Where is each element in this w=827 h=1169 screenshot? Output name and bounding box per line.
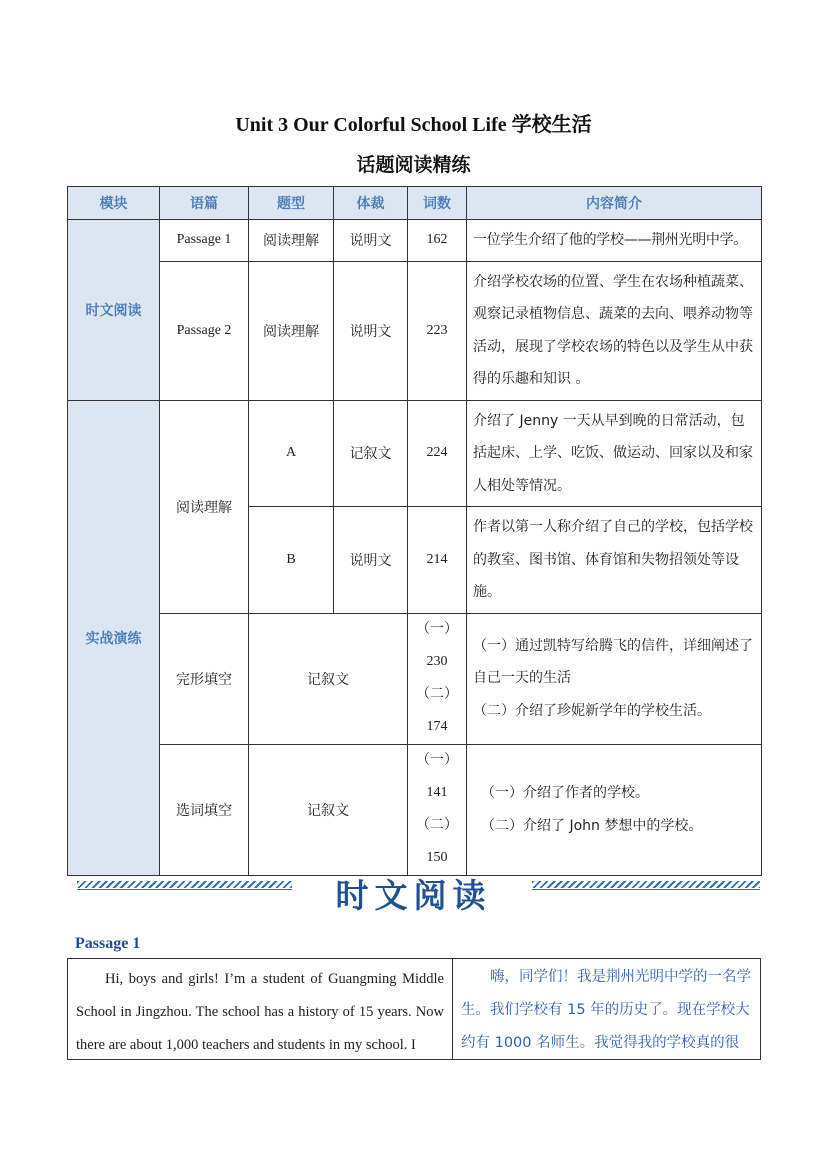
banner-title: 时文阅读 xyxy=(335,876,492,915)
type-cell: 选词填空 xyxy=(160,744,249,875)
table-header-row xyxy=(68,187,762,220)
summary-cell xyxy=(467,613,762,744)
table-row xyxy=(68,613,762,744)
overview-table xyxy=(67,186,762,876)
summary-cell xyxy=(467,744,762,875)
count-line: 150 xyxy=(426,850,448,865)
summary-line: （二）介绍了 John 梦想中的学校。 xyxy=(481,817,703,834)
module-cell: 时文阅读 xyxy=(68,220,160,401)
genre-cell: 说明文 xyxy=(334,507,408,614)
passage-cell: Passage 1 xyxy=(160,220,249,262)
count-line: 141 xyxy=(426,785,448,800)
header-passage: 语篇 xyxy=(160,187,249,220)
summary-cell: 介绍了 Jenny 一天从早到晚的日常活动，包括起床、上学、吃饭、做运动、回家以及和家人相处等情况。 xyxy=(467,400,762,507)
table-row xyxy=(68,400,762,507)
page-title: Unit 3 Our Colorful School Life 学校生活 xyxy=(235,114,592,136)
banner-stripe-right xyxy=(532,881,760,888)
type-cell: 阅读理解 xyxy=(249,261,334,400)
count-cell: 223 xyxy=(408,261,467,400)
header-genre: 体裁 xyxy=(334,187,408,220)
summary-line: （一）通过凯特写给腾飞的信件，详细阐述了自己一天的生活 xyxy=(473,637,753,687)
type-cell: 完形填空 xyxy=(160,613,249,744)
count-line: （二） xyxy=(416,686,458,702)
passage-cell: Passage 2 xyxy=(160,261,249,400)
genre-cell: 说明文 xyxy=(334,261,408,400)
header-summary: 内容简介 xyxy=(467,187,762,220)
summary-line: （一）介绍了作者的学校。 xyxy=(481,785,649,801)
summary-cell: 作者以第一人称介绍了自己的学校，包括学校的教室、图书馆、体育馆和失物招领处等设施。 xyxy=(467,507,762,614)
passage-box xyxy=(67,958,761,1060)
genre-cell: 说明文 xyxy=(334,220,408,262)
count-line: 230 xyxy=(426,654,448,669)
banner-line-right xyxy=(532,889,760,890)
module-cell: 实战演练 xyxy=(68,400,160,875)
genre-cell: 记叙文 xyxy=(249,744,408,875)
section-banner xyxy=(0,868,827,914)
header-count: 词数 xyxy=(408,187,467,220)
type-cell: 阅读理解 xyxy=(160,400,249,613)
count-cell: 214 xyxy=(408,507,467,614)
summary-cell: 介绍学校农场的位置、学生在农场种植蔬菜、观察记录植物信息、蔬菜的去向、喂养动物等活动，展现了学校农场的特色以及学生从中获得的乐趣和知识 。 xyxy=(467,261,762,400)
table-row xyxy=(68,744,762,875)
passage-cell: A xyxy=(249,400,334,507)
count-line: （二） xyxy=(416,817,458,833)
page-subtitle: 话题阅读精练 xyxy=(356,154,471,176)
genre-cell: 记叙文 xyxy=(249,613,408,744)
genre-cell: 记叙文 xyxy=(334,400,408,507)
header-module: 模块 xyxy=(68,187,160,220)
count-cell xyxy=(408,613,467,744)
passage-label: Passage 1 xyxy=(75,935,141,952)
count-cell: 224 xyxy=(408,400,467,507)
count-line: （一） xyxy=(416,752,458,768)
passage-english: Hi, boys and girls! I’m a student of Guangming Middle School in Jingzhou. The school has a history of 15 years. Now there are about 1,000 teachers and students in my school. I xyxy=(68,959,453,1059)
summary-line: （二）介绍了珍妮新学年的学校生活。 xyxy=(473,702,711,719)
table-row xyxy=(68,220,762,262)
table-row xyxy=(68,261,762,400)
header-type: 题型 xyxy=(249,187,334,220)
summary-cell: 一位学生介绍了他的学校——荆州光明中学。 xyxy=(467,220,762,262)
passage-cell: B xyxy=(249,507,334,614)
type-cell: 阅读理解 xyxy=(249,220,334,262)
count-line: （一） xyxy=(416,621,458,637)
count-line: 174 xyxy=(426,719,448,734)
count-cell xyxy=(408,744,467,875)
passage-chinese: 嗨，同学们！我是荆州光明中学的一名学生。我们学校有 15 年的历史了。现在学校大约有 1000 名师生。我觉得我的学校真的很 xyxy=(461,969,751,1051)
count-cell: 162 xyxy=(408,220,467,262)
